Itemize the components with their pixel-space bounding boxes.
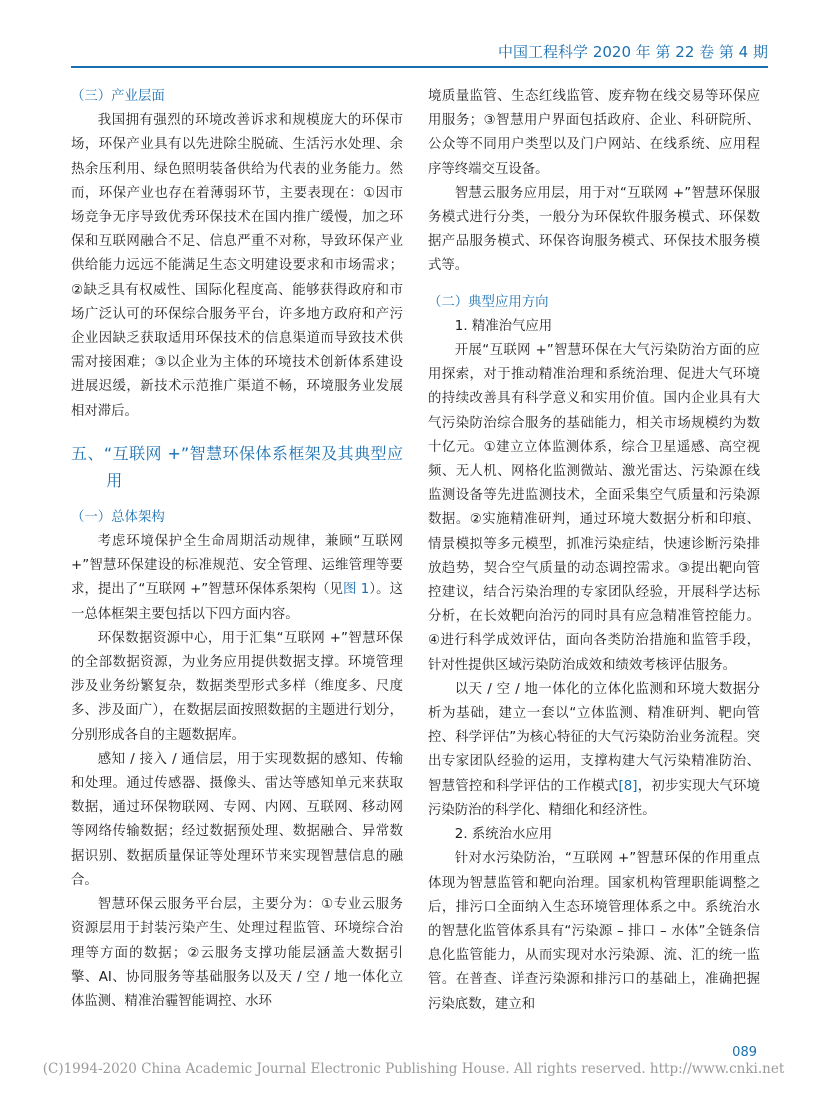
paragraph-air-b-text-1: 以天 / 空 / 地一体化的立体化监测和环境大数据分析为基础，建立一套以“立体监测、精准研判、靶向管控、科学评估”为核心特征的大气污染防治业务流程。突出专家团队经验的运用，支撑构建大气污染精准防治、智慧管控和科学评估的工作模式 bbox=[428, 681, 760, 794]
paragraph-overall-text-b: ）。这一总体框架主要包括以下四方面内容。 bbox=[71, 582, 403, 622]
copyright-watermark: (C)1994-2020 China Academic Journal Electronic Publishing House. All rights reserved. http://www.cnki.net bbox=[42, 1061, 785, 1077]
paragraph-cloud-app: 智慧云服务应用层，用于对“互联网 +”智慧环保服务模式进行分类，一般分为环保软件服务模式、环保数据产品服务模式、环保咨询服务模式、环保技术服务模式等。 bbox=[428, 185, 760, 274]
paragraph-air-b-text-2: ，初步实现大气环境污染防治的科学化、精细化和经济性。 bbox=[428, 778, 761, 818]
paragraph-cloud-platform: 智慧环保云服务平台层，主要分为：①专业云服务资源层用于封装污染产生、处理过程监管、环境综合治理等方面的数据；②云服务支撑功能层涵盖大数据引擎、AI、协同服务等基础服务以及天 / 空 / 地一体化立体监测、精准治霾智能调控、水环 bbox=[71, 897, 403, 1009]
paragraph-water: 针对水污染防治，“互联网 +”智慧环保的作用重点体现为智慧监管和靶向治理。国家机构管理职能调整之后，排污口全面纳入生态环境管理体系之中。系统治水的智慧化监管体系具有“污染源 – 排口 – 水体”全链条信息化监管能力，从而实现对水污染源、流、汇的统一监管。在普查、详查污染源和排污口的基础上，准确把握污染底数，建立和 bbox=[428, 851, 760, 1012]
paragraph-cloud-platform-continued: 境质量监管、生态红线监管、废弃物在线交易等环保应用服务；③智慧用户界面包括政府、企业、科研院所、公众等不同用户类型以及门户网站、在线系统、应用程序等终端交互设备。 bbox=[428, 89, 760, 177]
subsection-industry-heading: （三）产业层面 bbox=[71, 89, 165, 104]
left-column bbox=[71, 85, 403, 1014]
paragraph-air-a: 开展“互联网 +”智慧环保在大气污染防治方面的应用探索，对于推动精准治理和系统治理、促进大气环境的持续改善具有科学意义和实用价值。国内企业具有大气污染防治综合服务的基础能力，相关市场规模约为数十亿元。①建立立体监测体系，综合卫星遥感、高空视频、无人机、网格化监测微站、激光雷达、污染源在线监测设备等先进监测技术，全面采集空气质量和污染源数据。②实施精准研判，通过环境大数据分析和印痕、情景模拟等多元模型，抓准污染症结，快速诊断污染排放趋势，契合空气质量的动态调控需求。③提出靶向管控建议，结合污染治理的专家团队经验，开展科学达标分析，在长效靶向治污的同时具有应急精准管控能力。④进行科学成效评估，面向各类防治措施和监管手段，针对性提供区域污染防治成效和绩效考核评估服务。 bbox=[428, 343, 760, 673]
item-2-title: 2. 系统治水应用 bbox=[454, 827, 553, 843]
journal-header: 中国工程科学 2020 年 第 22 卷 第 4 期 bbox=[498, 43, 768, 61]
section-5-heading: 五、“互联网 +”智慧环保体系框架及其典型应用 bbox=[71, 443, 403, 490]
page-number: 089 bbox=[732, 1045, 757, 1060]
subsection-overall-heading: （一）总体架构 bbox=[71, 509, 165, 525]
subsection-typical-heading: （二）典型应用方向 bbox=[428, 294, 549, 310]
paragraph-industry: 我国拥有强烈的环境改善诉求和规模庞大的环保市场，环保产业具有以先进除尘脱硫、生活污水处理、余热余压利用、绿色照明装备供给为代表的业务能力。然而，环保产业也存在着薄弱环节，主要表现在：①因市场竞争无序导致优秀环保技术在国内推广缓慢，加之环保和互联网融合不足、信息严重不对称，导致环保产业供给能力远远不能满足生态文明建设要求和市场需求；②缺乏具有权威性、国际化程度高、能够获得政府和市场广泛认可的环保综合服务平台，许多地方政府和产污企业因缺乏获取适用环保技术的信息渠道而导致技术供需对接困难；③以企业为主体的环境技术创新体系建设进展迟缓，新技术示范推广渠道不畅，环境服务业发展相对滞后。 bbox=[71, 113, 403, 419]
item-1-title: 1. 精准治气应用 bbox=[454, 318, 553, 334]
paragraph-air-b bbox=[428, 678, 760, 823]
paragraph-sensing-layer: 感知 / 接入 / 通信层，用于实现数据的感知、传输和处理。通过传感器、摄像头、雷达等感知单元来获取数据，通过环保物联网、专网、内网、互联网、移动网等网络传输数据；经过数据预处理、数据融合、异常数据识别、数据质量保证等处理环节来实现智慧信息的融合。 bbox=[71, 751, 403, 888]
paragraph-overall bbox=[71, 530, 403, 627]
reference-8-link[interactable]: [8] bbox=[618, 778, 638, 794]
paragraph-overall-text-a: 考虑环境保护全生命周期活动规律，兼顾“互联网 +”智慧环保建设的标准规范、安全管理、运维管理等要求，提出了“互联网 +”智慧环保体系架构（见 bbox=[71, 534, 403, 598]
header-rule bbox=[71, 66, 768, 68]
figure-1-link[interactable]: 图 1 bbox=[342, 582, 370, 598]
right-column bbox=[428, 85, 760, 1017]
paragraph-data-center: 环保数据资源中心，用于汇集“互联网 +”智慧环保的全部数据资源，为业务应用提供数据支撑。环境管理涉及业务纷繁复杂，数据类型形式多样（维度多、尺度多、涉及面广），在数据层面按照数据的主题进行划分，分别形成各自的主题数据库。 bbox=[71, 630, 403, 743]
